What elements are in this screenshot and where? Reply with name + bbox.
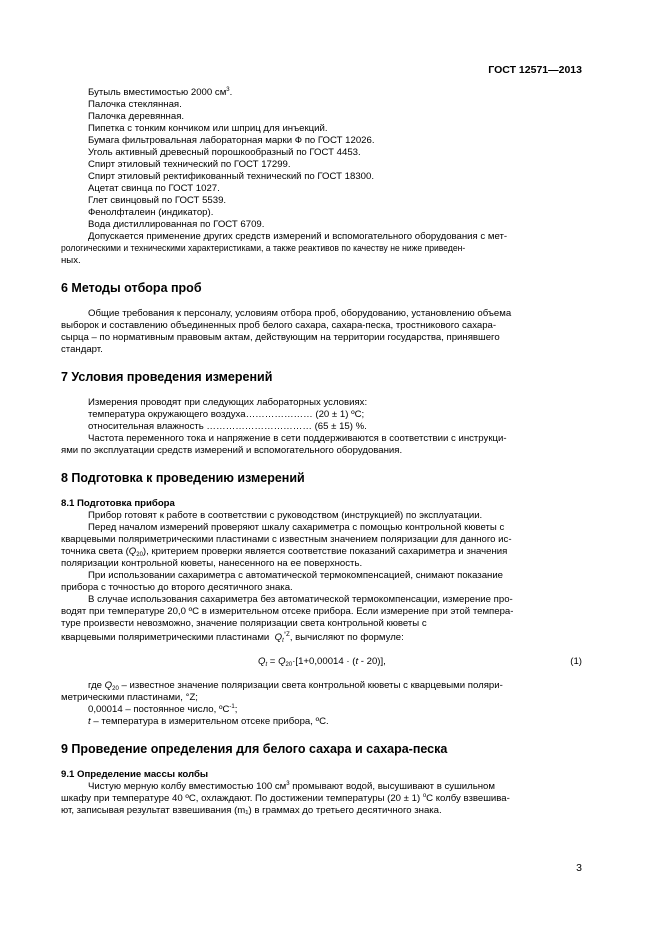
subsection-8-1-heading: 8.1 Подготовка прибора [61,498,175,509]
definition-line: t – температура в измерительном отсеке прибора, ºС. [88,716,329,727]
paragraph-line: Перед началом измерений проверяют шкалу сахариметра с помощью контрольной кюветы с [88,522,505,533]
paragraph-line: В случае использования сахариметра без автоматической термокомпенсации, измерение про- [88,594,513,605]
subsection-9-1-heading: 9.1 Определение массы колбы [61,769,209,780]
formula-expression: $Q_t = Q_{20}\cdot[1+0,00014 \cdot (t - 20)]$, [258,656,386,668]
paragraph-line: туре произвести невозможно, значение поляризации света контрольной кюветы с [61,618,427,629]
condition-humidity: относительная влажность …………………………… (65 ± 15) %. [88,421,367,432]
paragraph-line: точника света $(Q_{20})$, критерием проверки является соответствие показаний сахариметра и значения [61,546,508,558]
paragraph-line: кварцевыми поляриметрическими пластинами с известным значением поляризации для данного ис- [61,534,512,545]
document-id: ГОСТ 12571—2013 [488,64,582,76]
list-item: Уголь активный древесный порошкообразный по ГОСТ 4453. [88,147,361,158]
document-body [61,87,582,817]
list-item: Палочка стеклянная. [88,99,182,110]
paragraph-line: прибора с точностью до второго десятичного знака. [61,582,293,593]
list-item: Глет свинцовый по ГОСТ 5539. [88,195,227,206]
formula-number: (1) [570,656,582,667]
page-number: 3 [576,862,582,874]
power-paragraph-line: ями по эксплуатации средств измерений и вспомогательного оборудования. [61,445,403,456]
list-item: Спирт этиловый технический по ГОСТ 17299. [88,159,291,170]
allowance-paragraph: Допускается применение других средств измерений и вспомогательного оборудования с мет- рологическими и техническими характеристиками, а также реактивов по качеству не ниже приведен- ных. [61,231,508,266]
list-item: Ацетат свинца по ГОСТ 1027. [88,183,220,194]
list-item: Спирт этиловый ректификованный технический по ГОСТ 18300. [88,171,374,182]
condition-temperature: температура окружающего воздуха………………… (20 ± 1) ºС; [88,409,365,420]
section-7-intro: Измерения проводят при следующих лабораторных условиях: [88,397,368,408]
paragraph-line: ют, записывая результат взвешивания (m₁) в граммах до третьего десятичного знака. [61,805,442,816]
definition-line: метрическими пластинами, °Z; [61,692,198,703]
list-item: Бумага фильтровальная лабораторная марки Ф по ГОСТ 12026. [88,135,375,146]
paragraph-line: водят при температуре 20,0 ºС в измерительном отсеке прибора. Если измерение при этой темпера- [61,606,514,617]
section-6-paragraph: Общие требования к персоналу, условиям отбора проб, оборудованию, установлению объема выборок и составлению объединенных проб белого сахара, сахара-песка, тростникового сахара- сырца – по нормативным правовым актам, действующим на территории государства, принявшего стандарт. [61,308,512,355]
section-8-heading: 8 Подготовка к проведению измерений [61,471,305,485]
paragraph-line: Чистую мерную колбу вместимостью 100 $см^3$ промывают водой, высушивают в сушильном [88,781,495,792]
definition-line: где $Q_{20}$ – известное значение поляризации света контрольной кюветы с кварцевыми поляри- [88,680,503,692]
section-7-heading: 7 Условия проведения измерений [61,370,273,384]
definition-line: 0,00014 – постоянное число, ºС$^{-1}$; [88,704,238,715]
paragraph-line: кварцевыми поляриметрическими пластинами $Q_t^{^\circ Z}$, вычисляют по формуле: [61,632,404,644]
section-6-heading: 6 Методы отбора проб [61,281,202,295]
list-item: Пипетка с тонким кончиком или шприц для инъекций. [88,123,328,134]
paragraph-line: При использовании сахариметра с автоматической термокомпенсацией, снимают показание [88,570,504,581]
power-paragraph-line: Частота переменного тока и напряжение в сети поддерживаются в соответствии с инструкци- [88,433,507,444]
section-9-heading: 9 Проведение определения для белого сахара и сахара-песка [61,742,448,756]
paragraph-line: шкафу при температуре 40 ºС, охлаждают. По достижении температуры (20 ± 1) $^о$С колбу взвешива- [61,793,510,804]
formula-1 [88,656,582,670]
list-item: Фенолфталеин (индикатор). [88,207,214,218]
list-item: Вода дистиллированная по ГОСТ 6709. [88,219,265,230]
paragraph-line: поляризации контрольной кюветы, нанесенного на ее поверхность. [61,558,363,569]
list-item: Палочка деревянная. [88,111,185,122]
paragraph-line: Прибор готовят к работе в соответствии с руководством (инструкцией) по эксплуатации. [88,510,483,521]
list-item: Бутыль вместимостью 2000 $см^3$. [88,87,233,98]
